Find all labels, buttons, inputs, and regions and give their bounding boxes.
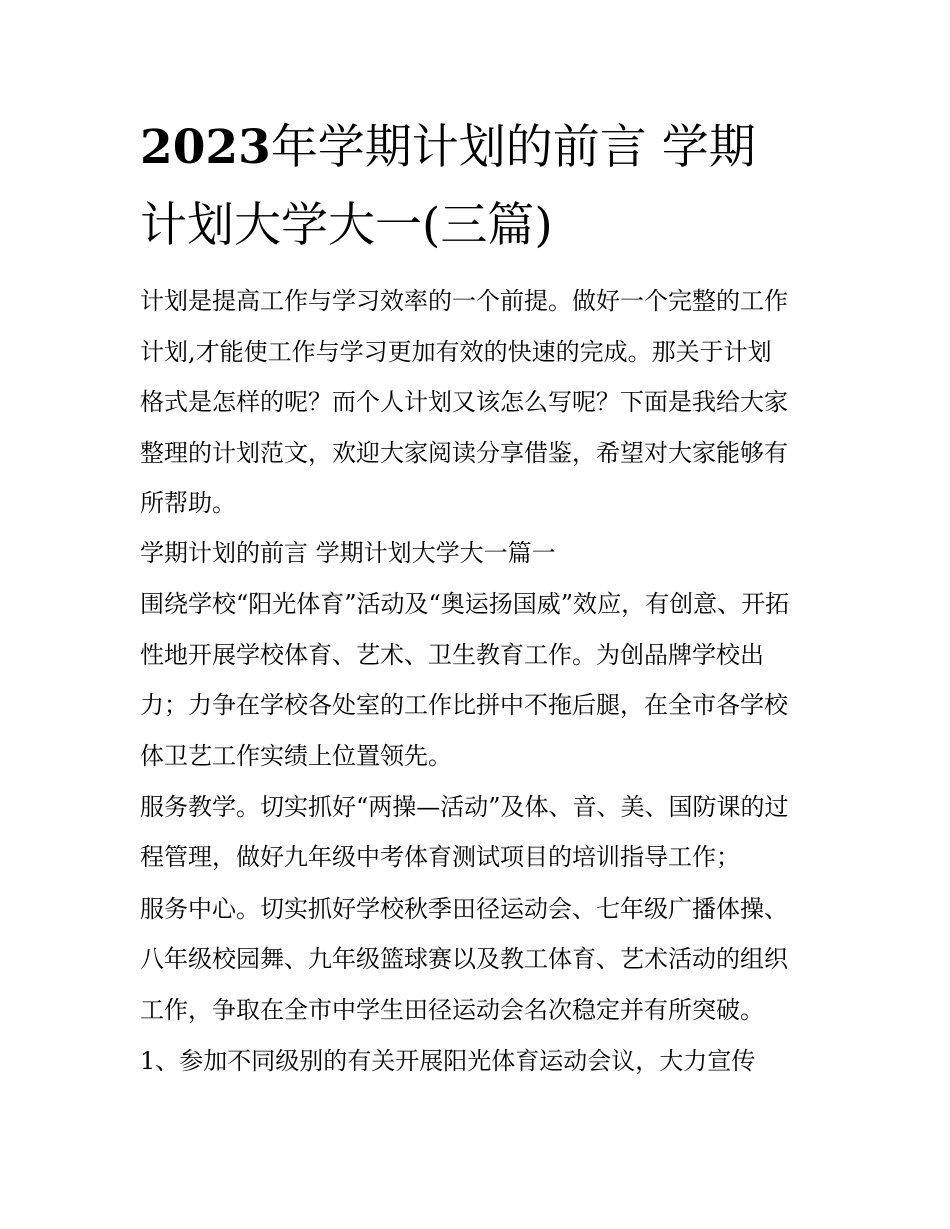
paragraph-line: 整理的计划范文，欢迎大家阅读分享借鉴，希望对大家能够有 [140, 439, 788, 467]
document-title-line-1 [140, 118, 756, 178]
paragraph-line: 服务教学。切实抓好“两操—活动”及体、音、美、国防课的过 [140, 793, 789, 821]
paragraph-line: 格式是怎样的呢？而个人计划又该怎么写呢？下面是我给大家 [140, 388, 788, 416]
paragraph-line: 工作，争取在全市中学生田径运动会名次稳定并有所突破。 [140, 996, 764, 1024]
paragraph-line: 体卫艺工作实绩上位置领先。 [140, 742, 452, 770]
paragraph-line: 计划,才能使工作与学习更加有效的快速的完成。那关于计划 [140, 338, 772, 366]
paragraph-line: 力；力争在学校各处室的工作比拼中不拖后腿，在全市各学校 [140, 691, 788, 719]
paragraph-line: 性地开展学校体育、艺术、卫生教育工作。为创品牌学校出 [140, 641, 764, 669]
paragraph-line: 所帮助。 [140, 489, 236, 517]
paragraph-line: 程管理，做好九年级中考体育测试项目的培训指导工作； [140, 843, 740, 871]
title-year: 2023 [140, 120, 271, 175]
paragraph-line: 服务中心。切实抓好学校秋季田径运动会、七年级广播体操、 [140, 895, 788, 923]
document-title-line-2: 计划大学大一(三篇) [140, 198, 553, 253]
paragraph-line: 计划是提高工作与学习效率的一个前提。做好一个完整的工作 [140, 287, 788, 315]
title-line1-text: 年学期计划的前言 学期 [270, 120, 756, 175]
paragraph-line: 围绕学校“阳光体育”活动及“奥运扬国威”效应，有创意、开拓 [140, 590, 790, 618]
section-heading: 学期计划的前言 学期计划大学大一篇一 [140, 539, 556, 567]
paragraph-line: 1、参加不同级别的有关开展阳光体育运动会议，大力宣传 [140, 1047, 756, 1075]
paragraph-line: 八年级校园舞、九年级篮球赛以及教工体育、艺术活动的组织 [140, 945, 788, 973]
